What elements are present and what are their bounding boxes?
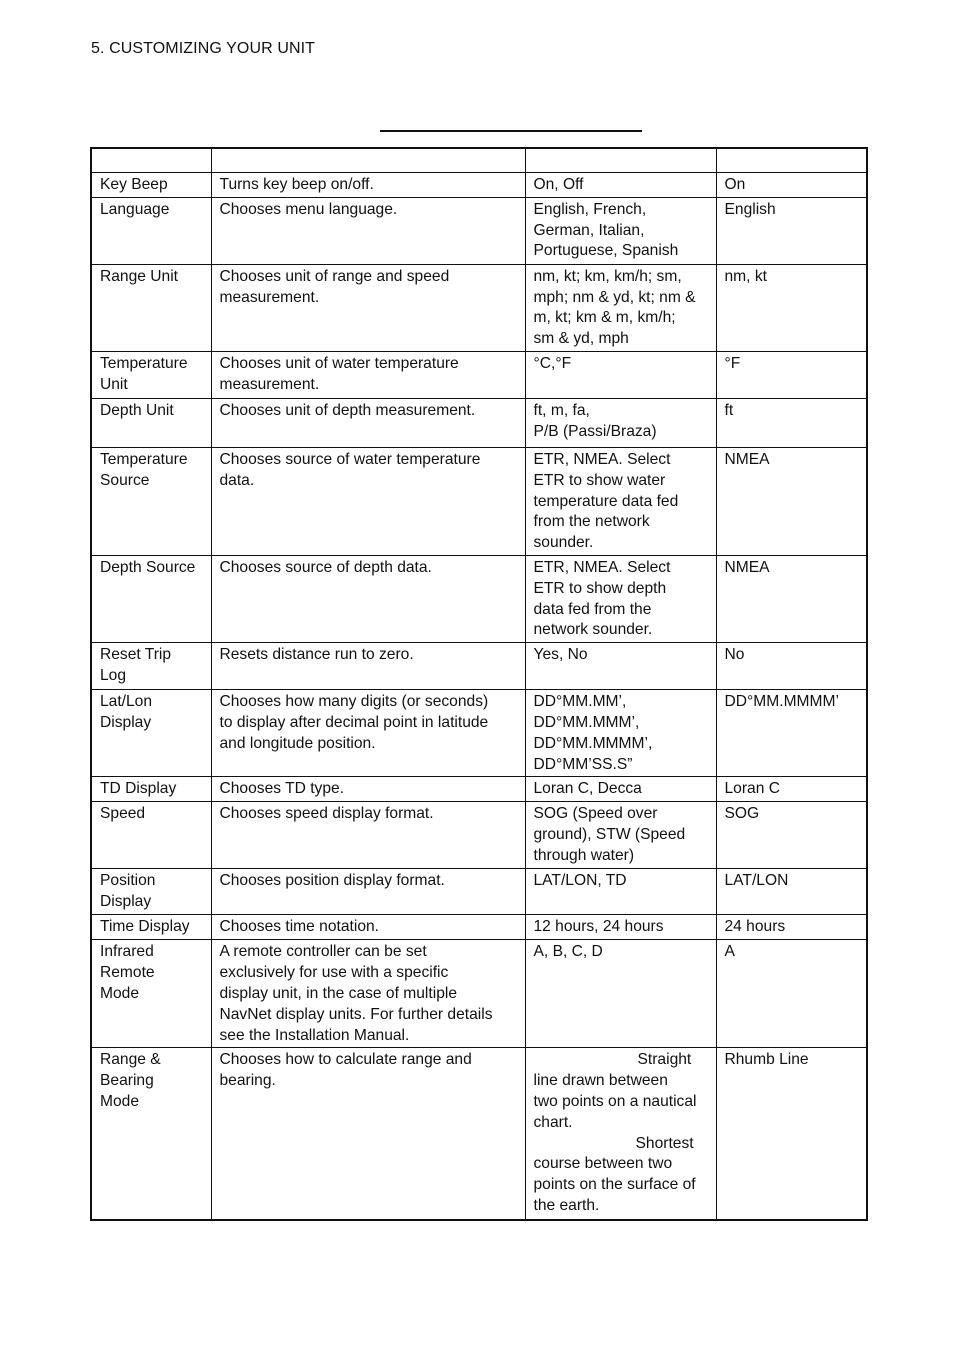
table-row <box>91 1048 867 1220</box>
table-row <box>91 690 867 777</box>
menu-item-options: ETR, NMEA. Select ETR to show depth data fed from the network sounder. <box>525 555 716 642</box>
menu-item-description: Chooses how to calculate range and bearing. <box>211 1048 525 1220</box>
menu-item-options: ETR, NMEA. Select ETR to show water temperature data fed from the network sounder. <box>525 447 716 555</box>
menu-item-name: Depth Unit <box>91 398 211 447</box>
menu-item-description: Chooses menu language. <box>211 197 525 264</box>
menu-item-default: °F <box>716 351 867 398</box>
menu-item-name: Temperature Source <box>91 447 211 555</box>
table-header-row <box>91 148 867 173</box>
menu-item-options: °C,°F <box>525 351 716 398</box>
menu-item-default: NMEA <box>716 447 867 555</box>
menu-item-name: Lat/Lon Display <box>91 690 211 777</box>
menu-item-options: ft, m, fa, P/B (Passi/Braza) <box>525 398 716 447</box>
menu-item-description: Chooses source of depth data. <box>211 555 525 642</box>
menu-settings-table <box>90 147 868 1221</box>
table-row <box>91 555 867 642</box>
menu-item-description: Chooses unit of water temperature measurement. <box>211 351 525 398</box>
menu-item-description: Turns key beep on/off. <box>211 173 525 198</box>
menu-item-options: Yes, No <box>525 643 716 690</box>
table-row <box>91 398 867 447</box>
table-row <box>91 869 867 915</box>
menu-item-options: LAT/LON, TD <box>525 869 716 915</box>
menu-item-description: Chooses unit of range and speed measurement. <box>211 264 525 351</box>
menu-item-options: DD°MM.MM’, DD°MM.MMM’, DD°MM.MMMM’, DD°MM’SS.S” <box>525 690 716 777</box>
table-row <box>91 915 867 940</box>
menu-item-default: 24 hours <box>716 915 867 940</box>
menu-item-default: English <box>716 197 867 264</box>
menu-item-default: nm, kt <box>716 264 867 351</box>
table-row <box>91 447 867 555</box>
table-row <box>91 777 867 802</box>
great-circle-option-text: Shortest course between two points on the surface of the earth. <box>533 1134 696 1214</box>
table-row <box>91 197 867 264</box>
table-row <box>91 940 867 1048</box>
menu-item-default: LAT/LON <box>716 869 867 915</box>
menu-item-default: DD°MM.MMMM’ <box>716 690 867 777</box>
table-row <box>91 173 867 198</box>
table-row <box>91 351 867 398</box>
header-item <box>91 148 211 173</box>
menu-item-options: Loran C, Decca <box>525 777 716 802</box>
menu-item-default: NMEA <box>716 555 867 642</box>
menu-item-name: Key Beep <box>91 173 211 198</box>
menu-item-options: SOG (Speed over ground), STW (Speed through water) <box>525 802 716 869</box>
menu-item-name: Temperature Unit <box>91 351 211 398</box>
menu-item-name: Speed <box>91 802 211 869</box>
menu-item-default: A <box>716 940 867 1048</box>
menu-item-description: Resets distance run to zero. <box>211 643 525 690</box>
menu-item-name: Language <box>91 197 211 264</box>
menu-item-options: 12 hours, 24 hours <box>525 915 716 940</box>
menu-item-description: Chooses position display format. <box>211 869 525 915</box>
menu-item-default: ft <box>716 398 867 447</box>
menu-item-name: Infrared Remote Mode <box>91 940 211 1048</box>
menu-item-options <box>525 1048 716 1220</box>
title-underline <box>380 130 642 132</box>
menu-item-name: Range Unit <box>91 264 211 351</box>
menu-item-options: A, B, C, D <box>525 940 716 1048</box>
table-row <box>91 643 867 690</box>
table-row <box>91 802 867 869</box>
menu-item-description: Chooses speed display format. <box>211 802 525 869</box>
menu-item-name: Reset Trip Log <box>91 643 211 690</box>
menu-item-name: Range & Bearing Mode <box>91 1048 211 1220</box>
menu-item-default: Loran C <box>716 777 867 802</box>
menu-item-description: A remote controller can be set exclusively for use with a specific display unit, in the case of multiple NavNet display units. For further details see the Installation Manual. <box>211 940 525 1048</box>
rhumb-line-option-text: Straight line drawn between two points on a nautical chart. <box>533 1051 697 1131</box>
menu-item-default: On <box>716 173 867 198</box>
header-description <box>211 148 525 173</box>
chapter-heading: 5. CUSTOMIZING YOUR UNIT <box>91 40 316 57</box>
menu-item-default: No <box>716 643 867 690</box>
menu-item-description: Chooses how many digits (or seconds) to display after decimal point in latitude and longitude position. <box>211 690 525 777</box>
menu-item-name: Position Display <box>91 869 211 915</box>
menu-item-default: Rhumb Line <box>716 1048 867 1220</box>
menu-item-default: SOG <box>716 802 867 869</box>
menu-item-description: Chooses time notation. <box>211 915 525 940</box>
table-row <box>91 264 867 351</box>
menu-item-options: On, Off <box>525 173 716 198</box>
menu-item-description: Chooses source of water temperature data. <box>211 447 525 555</box>
menu-item-options: English, French, German, Italian, Portuguese, Spanish <box>525 197 716 264</box>
menu-item-description: Chooses TD type. <box>211 777 525 802</box>
header-default <box>716 148 867 173</box>
menu-item-description: Chooses unit of depth measurement. <box>211 398 525 447</box>
menu-item-name: Time Display <box>91 915 211 940</box>
menu-item-name: Depth Source <box>91 555 211 642</box>
menu-item-options: nm, kt; km, km/h; sm, mph; nm & yd, kt; nm & m, kt; km & m, km/h; sm & yd, mph <box>525 264 716 351</box>
header-options <box>525 148 716 173</box>
menu-item-name: TD Display <box>91 777 211 802</box>
